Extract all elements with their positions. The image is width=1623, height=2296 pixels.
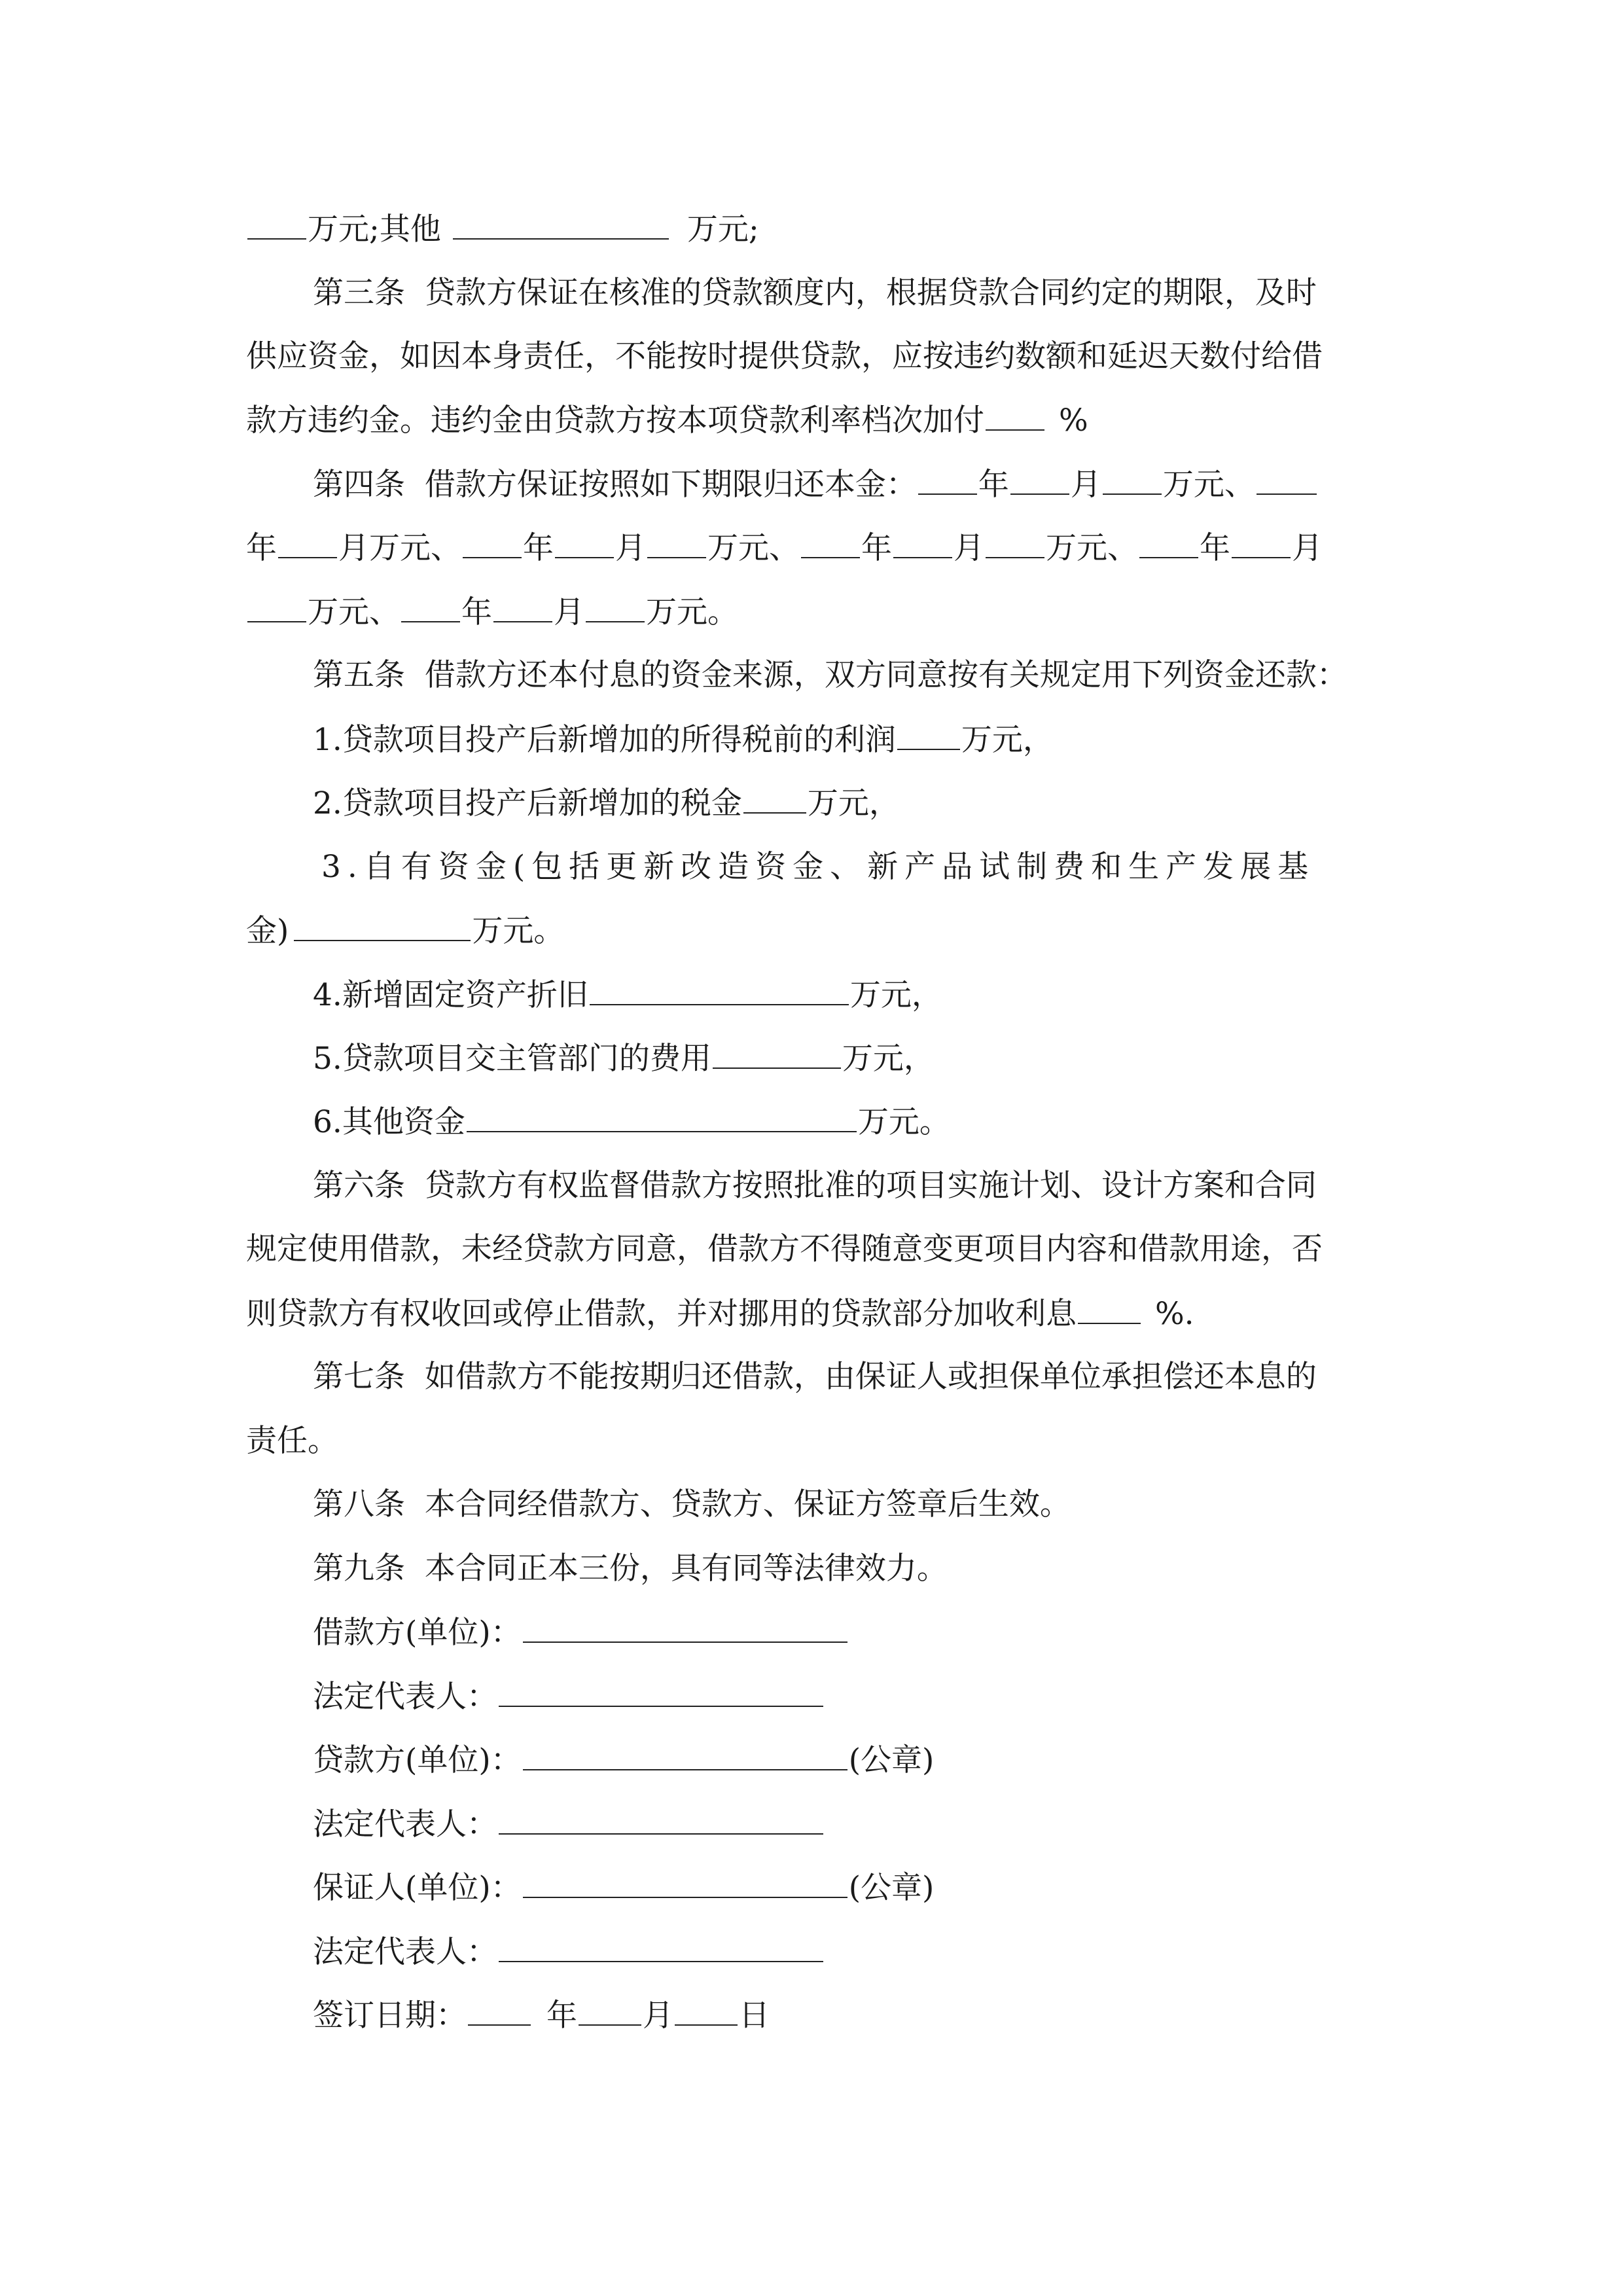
label: 贷款方(单位)： (313, 1742, 522, 1778)
text: 年 (523, 530, 554, 566)
item-4 (246, 975, 1445, 1014)
text: 2.贷款项目投产后新增加的税金 (313, 785, 742, 821)
guarantor-signature (246, 1868, 1445, 1907)
text: 3.自有资金(包括更新改造资金、新产品试制费和生产发展基 (321, 849, 1315, 885)
blank-field[interactable] (586, 592, 645, 622)
text: 责任。 (246, 1423, 338, 1459)
text: 年 (546, 1998, 577, 2034)
text: 月 (1292, 530, 1323, 566)
label: 签订日期： (313, 1998, 467, 2034)
text: 万元、 (1162, 467, 1255, 503)
label: 法定代表人： (313, 1934, 497, 1970)
text: 年 (1200, 530, 1230, 566)
text: 月 (554, 594, 584, 630)
blank-field[interactable] (801, 528, 860, 558)
month-field[interactable] (579, 1996, 641, 2026)
text: 万元。 (857, 1104, 950, 1140)
rep-field[interactable] (499, 1804, 823, 1835)
article-4-line-3 (246, 592, 1378, 632)
blank-field[interactable] (493, 592, 552, 622)
blank-field[interactable] (1010, 465, 1069, 495)
text: % (1059, 403, 1088, 439)
rep-field[interactable] (499, 1677, 823, 1707)
text: 第七条 如借款方不能按期归还借款，由保证人或担保单位承担偿还本息的 (313, 1359, 1317, 1395)
text: 4.新增固定资产折旧 (313, 977, 588, 1013)
text: 万元、 (1046, 530, 1138, 566)
blank-field[interactable] (713, 1039, 841, 1069)
blank-field[interactable] (463, 528, 522, 558)
article-7-line-1 (246, 1357, 1445, 1397)
label: 法定代表人： (313, 1806, 497, 1842)
seal-label: (公章) (848, 1742, 935, 1778)
line-other-amount (246, 209, 1378, 249)
text: 万元、 (707, 530, 800, 566)
item-6 (246, 1102, 1445, 1141)
article-3-line-1 (246, 274, 1445, 313)
text: 第六条 贷款方有权监督借款方按照批准的项目实施计划、设计方案和合同 (313, 1168, 1317, 1204)
article-7-line-2 (246, 1422, 1378, 1461)
article-9 (246, 1549, 1445, 1588)
blank-field[interactable] (1139, 528, 1198, 558)
blank-field[interactable] (897, 720, 960, 750)
blank-field[interactable] (294, 911, 471, 941)
seal-label: (公章) (848, 1870, 935, 1906)
article-6-line-1 (246, 1166, 1445, 1206)
text: 供应资金，如因本身责任，不能按时提供贷款，应按违约数额和延迟天数付给借 (246, 338, 1323, 374)
lender-field[interactable] (523, 1740, 847, 1770)
text: 第三条 贷款方保证在核准的贷款额度内，根据贷款合同约定的期限，及时 (313, 275, 1317, 311)
blank-field[interactable] (401, 592, 460, 622)
text: 6.其他资金 (313, 1104, 465, 1140)
article-3-line-2 (246, 337, 1378, 376)
text: 万元， (807, 785, 900, 821)
text: 万元、 (308, 594, 400, 630)
blank-field[interactable] (247, 592, 306, 622)
article-8 (246, 1485, 1445, 1524)
item-3-line-2 (246, 911, 1378, 950)
article-6-line-3 (246, 1294, 1378, 1333)
text: 5.贷款项目交主管部门的费用 (313, 1041, 711, 1077)
blank-field[interactable] (918, 465, 977, 495)
blank-field[interactable] (590, 975, 849, 1005)
text: 第四条 借款方保证按照如下期限归还本金： (313, 467, 917, 503)
text: 万元， (842, 1041, 935, 1077)
text: 万元。 (646, 594, 738, 630)
text: 规定使用借款，未经贷款方同意，借款方不得随意变更项目内容和借款用途，否 (246, 1231, 1323, 1267)
blank-field[interactable] (893, 528, 952, 558)
sign-date (246, 1996, 1445, 2035)
text: 1.贷款项目投产后新增加的所得税前的利润 (313, 722, 896, 758)
text: 月 (1070, 467, 1101, 503)
text: 金) (246, 913, 289, 949)
blank-field[interactable] (453, 209, 669, 240)
text: 第八条 本合同经借款方、贷款方、保证方签章后生效。 (313, 1486, 1071, 1522)
rep-2-signature (246, 1804, 1445, 1844)
text: 月 (954, 530, 984, 566)
borrower-signature (246, 1613, 1445, 1652)
article-5 (246, 656, 1445, 695)
text: 万元， (961, 722, 1054, 758)
rep-1-signature (246, 1677, 1445, 1716)
article-3-line-3 (246, 401, 1378, 440)
text: 年 (246, 530, 277, 566)
day-field[interactable] (675, 1996, 738, 2026)
text: 月 (643, 1998, 673, 2034)
article-6-line-2 (246, 1230, 1378, 1269)
text: 款方违约金。违约金由贷款方按本项贷款利率档次加付 (246, 403, 984, 439)
blank-field[interactable] (986, 528, 1044, 558)
blank-field[interactable] (1257, 465, 1317, 495)
text: 万元; (687, 211, 759, 247)
rep-3-signature (246, 1932, 1445, 1971)
text: 年 (861, 530, 892, 566)
rep-field[interactable] (499, 1932, 823, 1962)
label: 借款方(单位)： (313, 1615, 522, 1651)
blank-field[interactable] (1078, 1294, 1141, 1324)
year-field[interactable] (468, 1996, 531, 2026)
text: 年 (978, 467, 1009, 503)
article-4-line-2 (246, 528, 1378, 567)
item-5 (246, 1039, 1445, 1078)
blank-field[interactable] (555, 528, 614, 558)
lender-signature (246, 1740, 1445, 1780)
text: %. (1155, 1296, 1194, 1332)
item-2 (246, 783, 1445, 823)
blank-field[interactable] (247, 209, 306, 240)
blank-field[interactable] (647, 528, 706, 558)
blank-field[interactable] (986, 401, 1044, 431)
text: 月万元、 (338, 530, 461, 566)
label: 保证人(单位)： (313, 1870, 522, 1906)
borrower-field[interactable] (523, 1613, 847, 1643)
text: 则贷款方有权收回或停止借款，并对挪用的贷款部分加收利息 (246, 1296, 1077, 1332)
text: 日 (739, 1998, 770, 2034)
text: 万元;其他 (308, 211, 441, 247)
text: 万元。 (472, 913, 565, 949)
blank-field[interactable] (1232, 528, 1291, 558)
text: 月 (615, 530, 646, 566)
blank-field[interactable] (467, 1102, 857, 1132)
item-1 (246, 720, 1445, 759)
item-3-line-1 (246, 848, 1454, 887)
article-4-line-1 (246, 465, 1445, 504)
blank-field[interactable] (1103, 465, 1162, 495)
text: 第五条 借款方还本付息的资金来源，双方同意按有关规定用下列资金还款： (313, 657, 1347, 693)
text: 万元， (849, 977, 942, 1013)
guarantor-field[interactable] (523, 1868, 847, 1898)
label: 法定代表人： (313, 1679, 497, 1715)
text: 第九条 本合同正本三份，具有同等法律效力。 (313, 1551, 948, 1587)
blank-field[interactable] (278, 528, 337, 558)
text: 年 (461, 594, 492, 630)
blank-field[interactable] (743, 783, 806, 814)
